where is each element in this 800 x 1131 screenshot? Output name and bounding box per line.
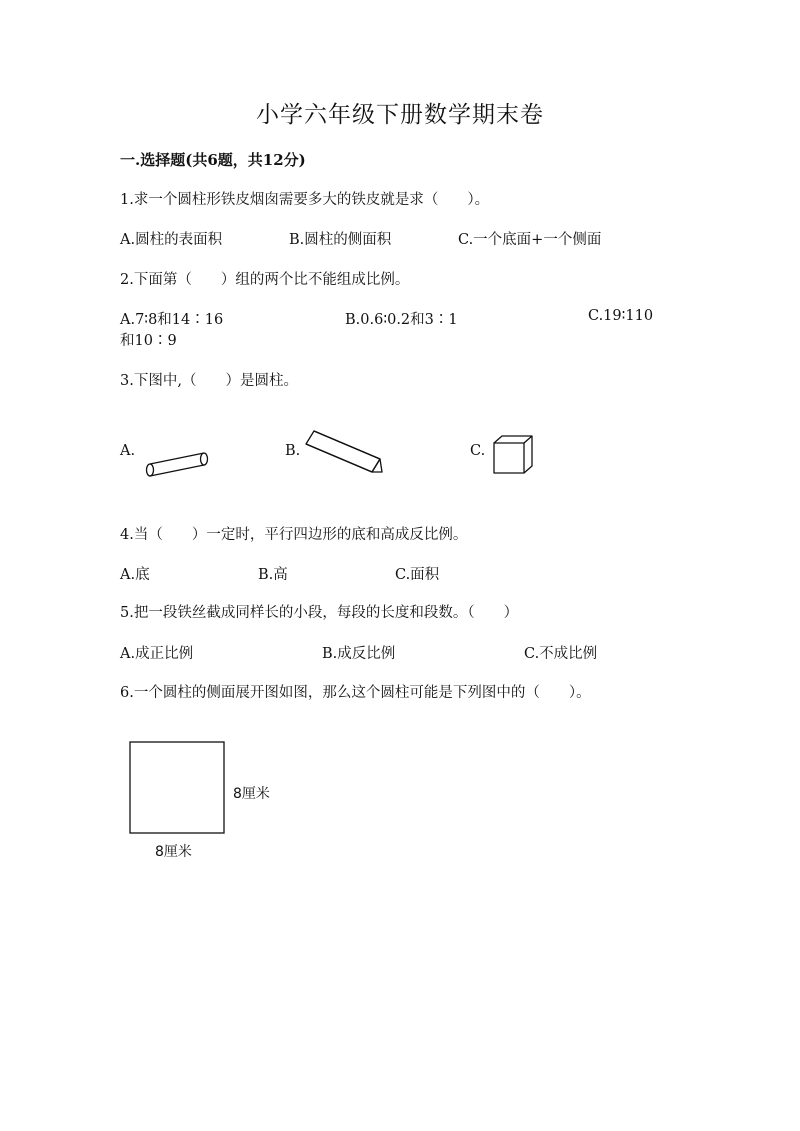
question-2-stem: 2.下面第（ ）组的两个比不能组成比例。 [120, 272, 410, 288]
question-3-option-a: A. [120, 443, 136, 459]
question-4-option-b: B.高 [258, 567, 288, 583]
side-length-label: 8厘米 [233, 786, 270, 802]
question-4-stem: 4.当（ ）一定时，平行四边形的底和高成反比例。 [120, 527, 468, 543]
question-2-option-c: C.19∶110 [588, 308, 654, 324]
question-3-option-b: B. [285, 443, 301, 459]
question-4-option-c: C.面积 [395, 567, 440, 583]
question-1-option-c: C.一个底面+一个侧面 [458, 232, 602, 248]
question-1-option-a: A.圆柱的表面积 [120, 232, 223, 248]
question-5-stem: 5.把一段铁丝截成同样长的小段，每段的长度和段数。（ ） [120, 605, 519, 621]
question-5-option-c: C.不成比例 [524, 646, 598, 662]
question-2-option-b: B.0.6∶0.2和3∶1 [345, 312, 458, 328]
question-2-option-a: A.7∶8和14∶16 [120, 312, 224, 328]
triangular-prism-figure [302, 428, 384, 478]
question-1-option-b: B.圆柱的侧面积 [289, 232, 392, 248]
section-heading: 一.选择题(共6题，共12分) [120, 151, 306, 169]
question-3-stem: 3.下图中,（ ）是圆柱。 [120, 373, 298, 389]
question-6-stem: 6.一个圆柱的侧面展开图如图，那么这个圆柱可能是下列图中的（ ）。 [120, 685, 591, 701]
page-title: 小学六年级下册数学期末卷 [256, 102, 544, 128]
square-net-figure [129, 741, 226, 835]
question-3-option-c: C. [470, 443, 486, 459]
cylinder-rod-figure [140, 448, 214, 480]
question-5-option-b: B.成反比例 [322, 646, 396, 662]
cube-figure [492, 434, 534, 476]
question-4-option-a: A.底 [120, 567, 150, 583]
bottom-length-label: 8厘米 [155, 844, 192, 860]
question-1-stem: 1.求一个圆柱形铁皮烟囱需要多大的铁皮就是求（ ）。 [120, 192, 490, 208]
question-2-option-c-continued: 和10∶9 [120, 333, 177, 349]
question-5-option-a: A.成正比例 [120, 646, 194, 662]
